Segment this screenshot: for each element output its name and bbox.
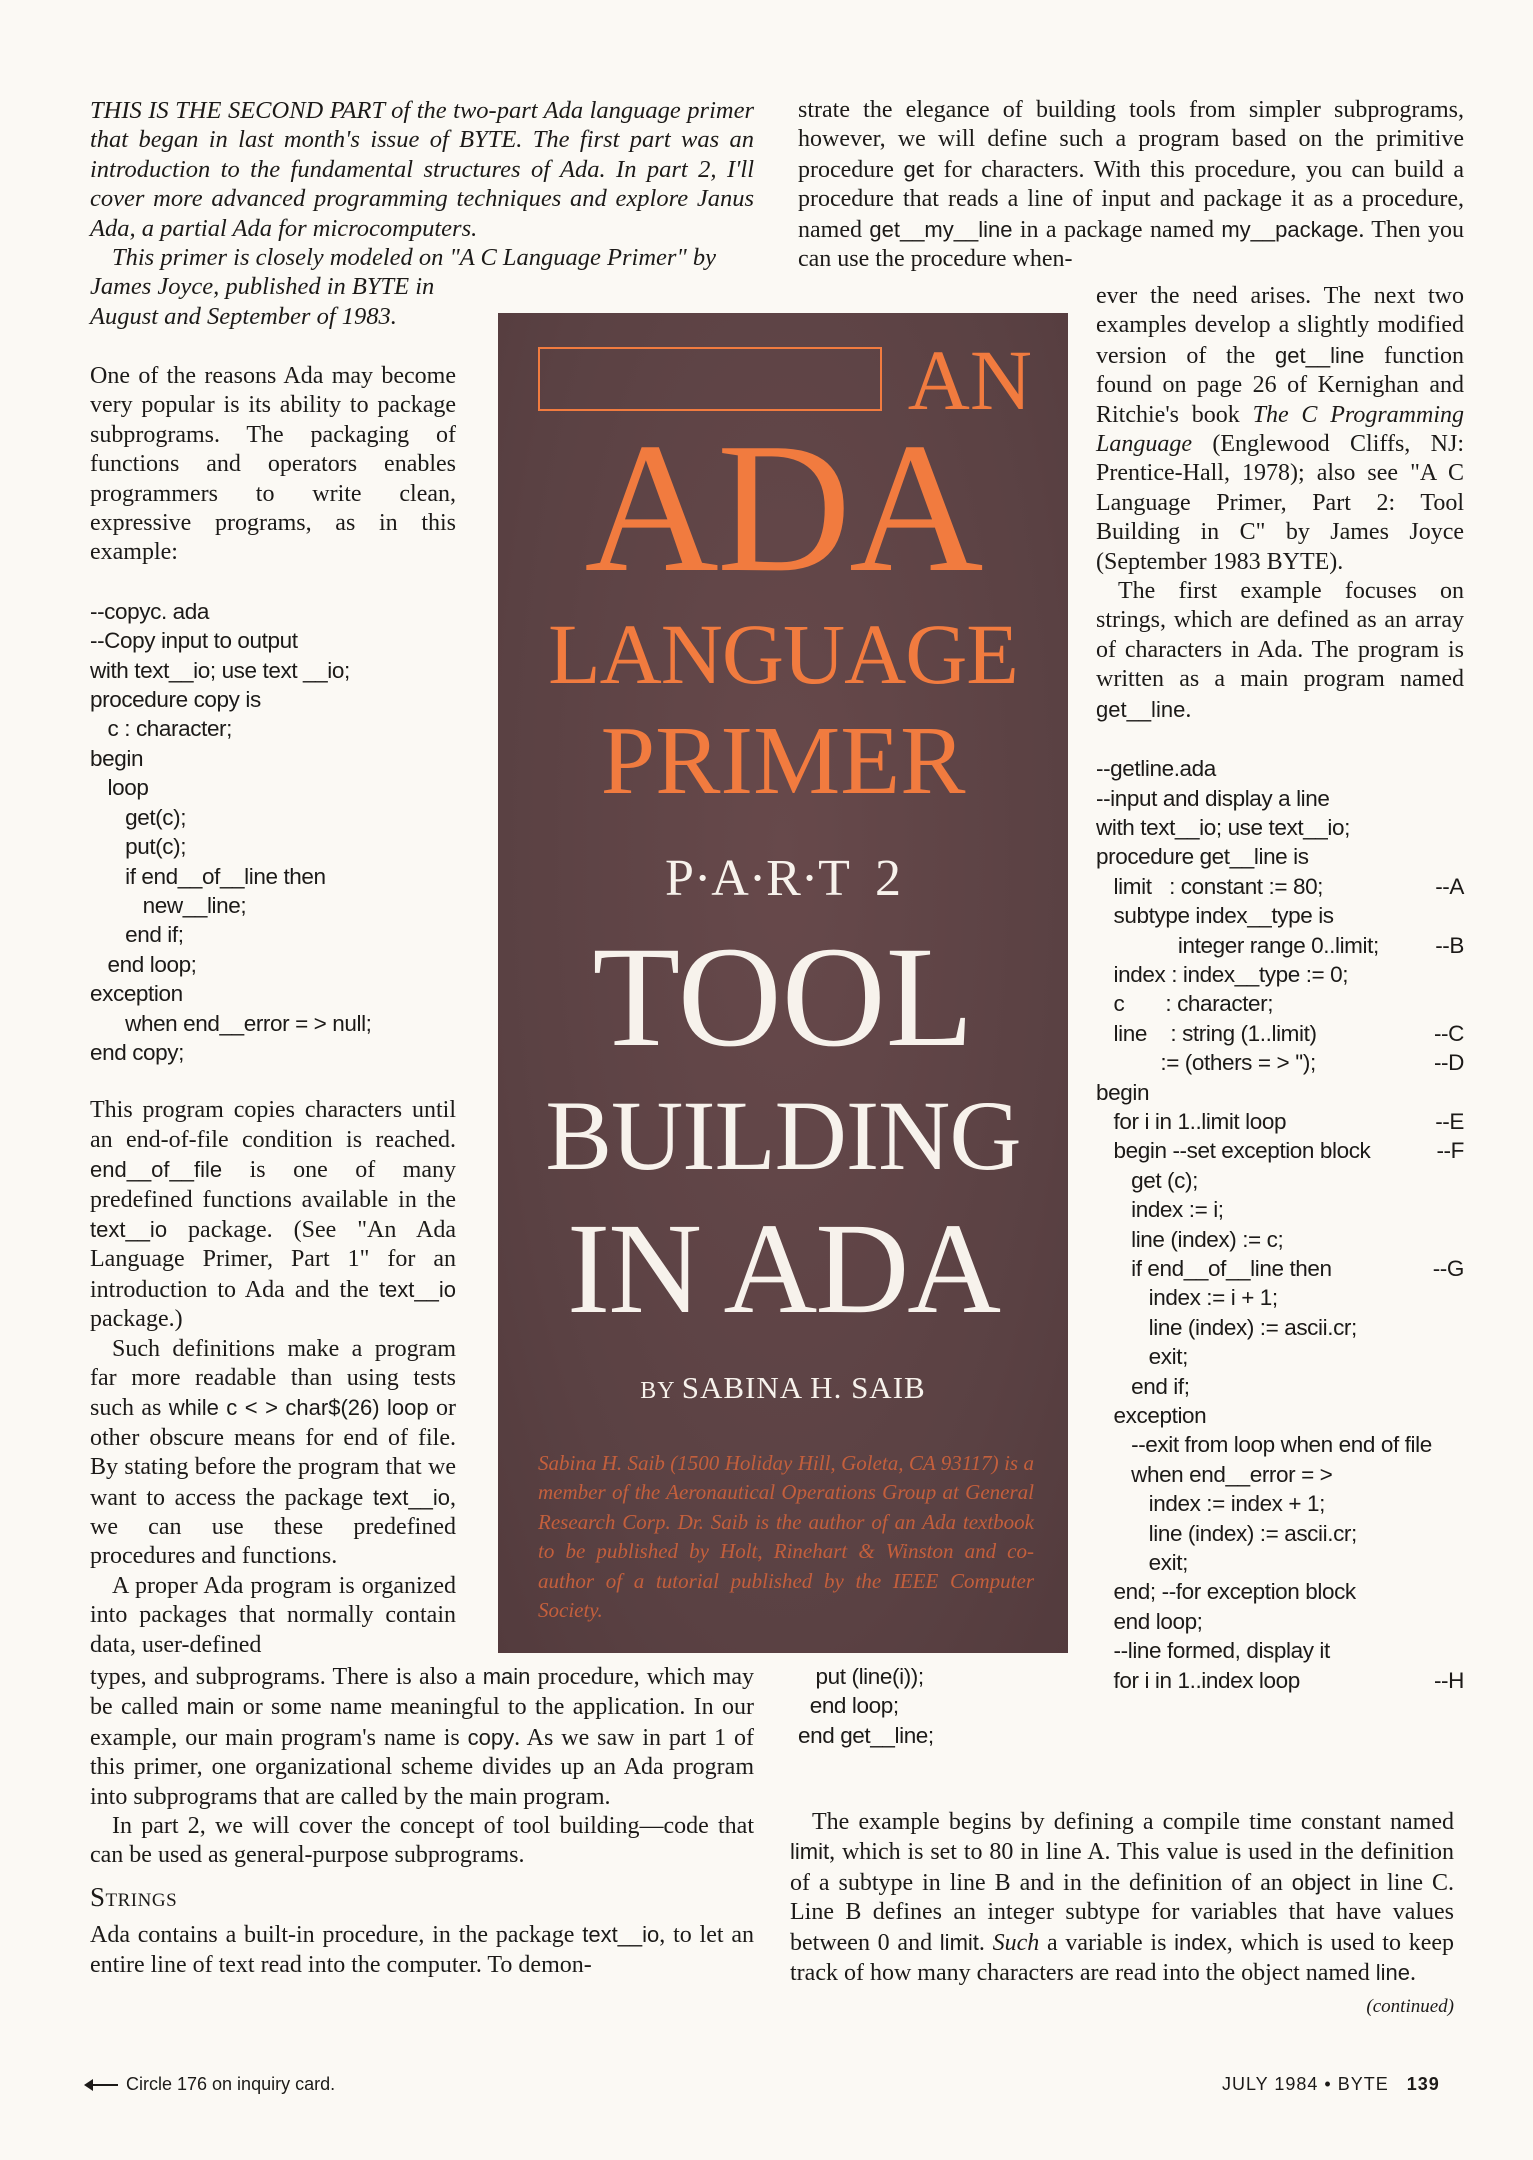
code-line: get(c); bbox=[90, 804, 187, 830]
paragraph: ever the need arises. The next two examples develop a slightly modified version of the get__line function found on page 26 of Kernighan and Ritchie's book The C Programming Language (Englewood Cliffs, NJ: Prentice-Hall, 1978); also see "A C Language Primer, Part 2: Tool Building in C" by James Joyce (September 1983 BYTE). bbox=[1096, 283, 1464, 575]
section-heading: Strings bbox=[90, 1881, 178, 1912]
intro-paragraph: THIS IS THE SECOND PART of the two-part Ada language primer that began in last month's issue of BYTE. The first part was an introduction to the fundamental structures of Ada. In part 2, I'll cover more advanced programming techniques and explore Janus Ada, a partial Ada for microcomputers. bbox=[90, 97, 754, 242]
line-marker: --E bbox=[1435, 1108, 1464, 1134]
code-listing-tail bbox=[798, 1662, 1198, 1750]
code-line: loop bbox=[90, 775, 149, 801]
code-line: put(c); bbox=[90, 834, 187, 860]
code-line: limit : constant := 80; --A bbox=[1096, 872, 1464, 901]
code-line: end if; bbox=[90, 922, 184, 948]
code-line: index := index + 1; bbox=[1096, 1491, 1325, 1517]
line-marker: --D bbox=[1433, 1050, 1464, 1076]
footer-inquiry: Circle 176 on inquiry card. bbox=[86, 2074, 335, 2095]
paragraph: One of the reasons Ada may become very popular is its ability to package subprograms. The packaging of functions and operators enables programmers to write clean, expressive programs, as in this example: bbox=[90, 363, 456, 566]
intro-source-line: James Joyce, published in BYTE in bbox=[90, 273, 435, 301]
code-line: exception bbox=[90, 981, 183, 1007]
code-line: line (index) := ascii.cr; bbox=[1096, 1520, 1357, 1546]
book-title: The C Programming Language bbox=[1096, 401, 1464, 458]
title-ada: ADA bbox=[584, 405, 982, 611]
code-line: index := i + 1; bbox=[1096, 1285, 1278, 1311]
paragraph: Such definitions make a program far more readable than using tests such as while c < > char$(26) loop or other obscure means for end of file. By stating before the program that we want to access the package text__io, we can use these predefined procedures and functions. bbox=[90, 1335, 456, 1570]
title-an: AN bbox=[907, 332, 1032, 428]
code-line: procedure copy is bbox=[90, 687, 261, 713]
paragraph: strate the elegance of building tools from simpler subprograms, however, we will define such a program based on the primitive procedure get for characters. With this procedure, you can build a procedure that reads a line of input and package it as a procedure, named get__my__line in a package named my__package. Then you can use the procedure when- bbox=[798, 97, 1464, 273]
left-column-lower bbox=[90, 1662, 754, 1980]
issue-date: JULY 1984 • BYTE bbox=[1222, 2074, 1389, 2094]
code-line: procedure get__line is bbox=[1096, 844, 1309, 870]
code-line: put (line(i)); bbox=[798, 1664, 924, 1689]
code-line: when end__error = > bbox=[1096, 1461, 1333, 1487]
code-line: end loop; bbox=[1096, 1608, 1203, 1634]
title-primer: PRIMER bbox=[600, 707, 966, 815]
code-line: end if; bbox=[1096, 1373, 1190, 1399]
left-column bbox=[90, 362, 456, 1660]
code-listing-copy bbox=[90, 597, 456, 1068]
code-line: c : character; bbox=[1096, 991, 1274, 1017]
code-listing-getline bbox=[1096, 754, 1464, 1695]
paragraph: The first example focuses on strings, which are defined as an array of characters in Ada. The program is written as a main program named get__line. bbox=[1096, 578, 1464, 723]
title-building: BUILDING bbox=[545, 1080, 1021, 1191]
code-line: line : string (1..limit) --C bbox=[1096, 1019, 1464, 1048]
code-line: index := i; bbox=[1096, 1197, 1224, 1223]
paragraph: types, and subprograms. There is also a main procedure, which may be called main or some name meaningful to the application. In our example, our main program's name is copy. As we saw in part 1 of this primer, one organizational scheme divides up an Ada program into subprograms that are called by the main program. bbox=[90, 1664, 755, 1810]
author-bio: Sabina H. Saib (1500 Holiday Hill, Goleta, CA 93117) is a member of the Aeronautical Operations Group at General Research Corp. Dr. Saib is the author of an Ada textbook to be published by Holt, Rinehart & Winston and co-author of a tutorial published by the IEEE Computer Society. bbox=[538, 1451, 1034, 1623]
paragraph: A proper Ada program is organized into packages that normally contain data, user-defined bbox=[90, 1572, 456, 1658]
title-language: LANGUAGE bbox=[548, 606, 1018, 702]
title-panel bbox=[498, 313, 1068, 1653]
code-line: for i in 1..index loop --H bbox=[1096, 1666, 1464, 1695]
code-line: --input and display a line bbox=[1096, 785, 1330, 811]
code-line: line (index) := c; bbox=[1096, 1226, 1284, 1252]
code-line: := (others = > ''); --D bbox=[1096, 1048, 1464, 1077]
code-line: c : character; bbox=[90, 716, 232, 742]
line-marker: --B bbox=[1435, 932, 1464, 958]
code-line: --copyc. ada bbox=[90, 598, 210, 624]
code-line: --Copy input to output bbox=[90, 628, 298, 654]
code-line: begin bbox=[1096, 1079, 1150, 1105]
code-line: --exit from loop when end of file bbox=[1096, 1432, 1432, 1458]
line-marker: --G bbox=[1432, 1256, 1464, 1281]
code-line: exception bbox=[1096, 1403, 1207, 1429]
code-line: subtype index__type is bbox=[1096, 903, 1334, 929]
title-tool: TOOL bbox=[592, 918, 974, 1077]
intro-caps: THIS IS THE SECOND PART bbox=[90, 97, 385, 124]
intro-source-line: August and September of 1983. bbox=[90, 302, 397, 330]
line-marker: --C bbox=[1433, 1020, 1464, 1046]
code-line: with text__io; use text__io; bbox=[1096, 814, 1350, 840]
title-decorative-box bbox=[538, 347, 882, 411]
paragraph: In part 2, we will cover the concept of tool building—code that can be used as general-purpose subprograms. bbox=[90, 1813, 754, 1869]
code-line: end; --for exception block bbox=[1096, 1579, 1356, 1605]
code-line: begin --set exception block --F bbox=[1096, 1136, 1464, 1165]
code-line: end copy; bbox=[90, 1039, 184, 1065]
code-line: if end__of__line then bbox=[90, 863, 326, 889]
paragraph: Ada contains a built-in procedure, in the package text__io, to let an entire line of text read into the computer. To demon- bbox=[90, 1922, 754, 1978]
line-marker: --H bbox=[1433, 1667, 1464, 1693]
code-line: --getline.ada bbox=[1096, 756, 1216, 782]
code-line: if end__of__line then --G bbox=[1096, 1254, 1464, 1283]
code-line: exit; bbox=[1096, 1344, 1188, 1370]
byline: BY SABINA H. SAIB bbox=[640, 1370, 926, 1405]
code-line: integer range 0..limit; --B bbox=[1096, 931, 1464, 960]
code-line: end loop; bbox=[798, 1693, 899, 1719]
code-line: exit; bbox=[1096, 1550, 1188, 1576]
code-line: line (index) := ascii.cr; bbox=[1096, 1314, 1357, 1340]
code-line: for i in 1..limit loop --E bbox=[1096, 1107, 1464, 1136]
author-name: SABINA H. SAIB bbox=[681, 1370, 926, 1405]
intro-source-line: This primer is closely modeled on "A C Language Primer" by bbox=[112, 244, 716, 272]
right-column-narrow bbox=[1096, 282, 1464, 1695]
paragraph: The example begins by defining a compile time constant named limit, which is set to 80 in line A. This value is used in the definition of a subtype in line B and in the definition of an object in line C. Line B defines an integer subtype for variables that have values between 0 and limit. Such a variable is index, which is used to keep track of how many characters are read into the object named line. bbox=[790, 1809, 1455, 1987]
right-column-top bbox=[798, 96, 1464, 274]
title-part-2: P·A·R·T 2 bbox=[665, 850, 901, 907]
code-line: new__line; bbox=[90, 892, 247, 918]
code-line: index : index__type := 0; bbox=[1096, 961, 1349, 987]
code-line: end loop; bbox=[90, 951, 197, 977]
continued-note: (continued) bbox=[1366, 1996, 1454, 2018]
code-line: end get__line; bbox=[798, 1722, 934, 1748]
page-number: 139 bbox=[1406, 2074, 1440, 2094]
code-line: --line formed, display it bbox=[1096, 1638, 1330, 1664]
code-line: with text__io; use text __io; bbox=[90, 657, 350, 683]
title-in-ada: IN ADA bbox=[566, 1197, 1000, 1341]
code-line: begin bbox=[90, 745, 144, 771]
intro-text bbox=[90, 96, 754, 331]
left-arrow-icon bbox=[86, 2084, 118, 2086]
code-line: when end__error = > null; bbox=[90, 1010, 372, 1036]
paragraph: This program copies characters until an end-of-file condition is reached. end__of__file is one of many predefined functions available in the text__io package. (See "An Ada Language Primer, Part 1" for an introduction to Ada and the text__io package.) bbox=[90, 1097, 456, 1333]
code-line: get (c); bbox=[1096, 1167, 1198, 1193]
footer-issue bbox=[1222, 2074, 1440, 2095]
line-marker: --A bbox=[1435, 873, 1464, 899]
right-column-lower bbox=[790, 1808, 1454, 2022]
line-marker: --F bbox=[1436, 1138, 1464, 1164]
